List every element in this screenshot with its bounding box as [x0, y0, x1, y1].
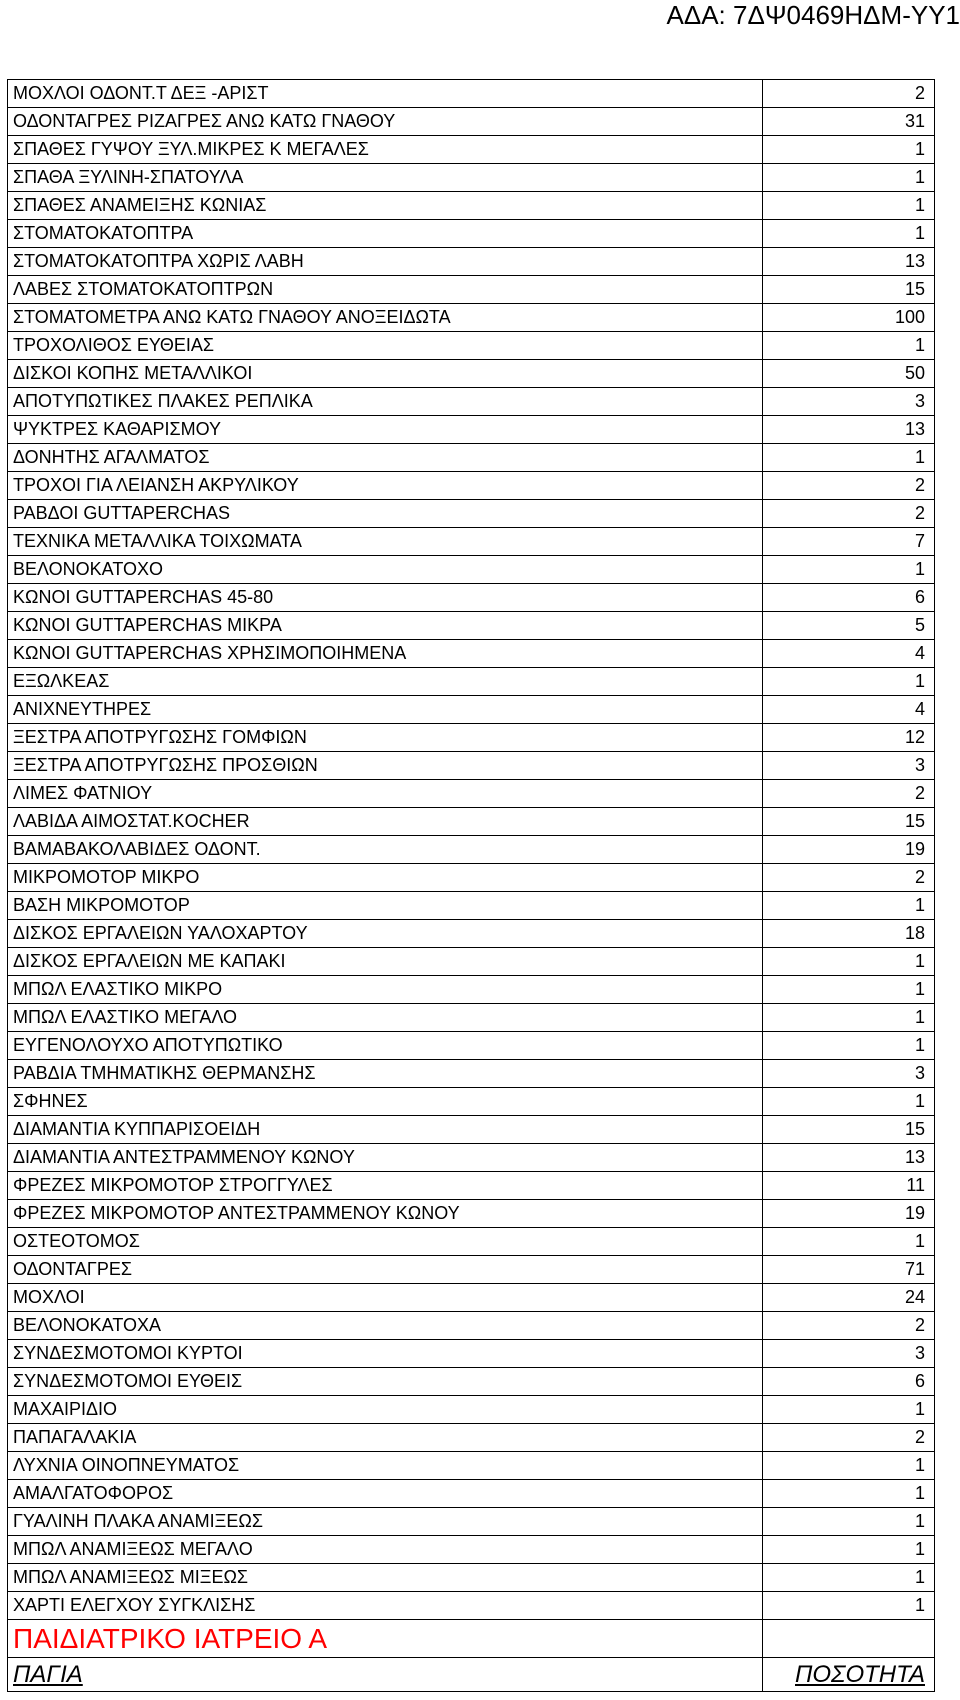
item-name: ΤΡΟΧΟΙ ΓΙΑ ΛΕΙΑΝΣΗ ΑΚΡΥΛΙΚΟΥ: [8, 472, 763, 500]
table-row: [8, 416, 935, 444]
item-quantity: 7: [763, 528, 935, 556]
item-quantity: 2: [763, 80, 935, 108]
table-row: [8, 276, 935, 304]
item-name: ΟΣΤΕΟΤΟΜΟΣ: [8, 1228, 763, 1256]
item-quantity: 1: [763, 1228, 935, 1256]
item-quantity: 11: [763, 1172, 935, 1200]
item-quantity: 2: [763, 864, 935, 892]
table-row: [8, 1564, 935, 1592]
table-row: [8, 1088, 935, 1116]
table-row: [8, 836, 935, 864]
item-quantity: 15: [763, 276, 935, 304]
item-quantity: 1: [763, 192, 935, 220]
item-name: ΔΙΣΚΟΣ ΕΡΓΑΛΕΙΩΝ ΜΕ ΚΑΠΑΚΙ: [8, 948, 763, 976]
table-row: [8, 976, 935, 1004]
item-name: ΚΩΝΟΙ GUTTAPERCHAS 45-80: [8, 584, 763, 612]
table-row: [8, 780, 935, 808]
table-row: [8, 948, 935, 976]
item-quantity: 1: [763, 1508, 935, 1536]
table-row: [8, 220, 935, 248]
item-quantity: 1: [763, 1452, 935, 1480]
table-row: [8, 388, 935, 416]
item-quantity: 1: [763, 892, 935, 920]
section-title-empty-cell: [763, 1620, 935, 1658]
item-quantity: 1: [763, 220, 935, 248]
item-quantity: 50: [763, 360, 935, 388]
item-quantity: 18: [763, 920, 935, 948]
item-name: ΜΟΧΛΟΙ ΟΔΟΝΤ.Τ ΔΕΞ -ΑΡΙΣΤ: [8, 80, 763, 108]
item-name: ΞΕΣΤΡΑ ΑΠΟΤΡΥΓΩΣΗΣ ΠΡΟΣΘΙΩΝ: [8, 752, 763, 780]
item-name: ΟΔΟΝΤΑΓΡΕΣ: [8, 1256, 763, 1284]
item-name: ΜΙΚΡΟΜΟΤΟΡ ΜΙΚΡΟ: [8, 864, 763, 892]
table-row: [8, 1536, 935, 1564]
table-row: [8, 136, 935, 164]
item-quantity: 1: [763, 1396, 935, 1424]
item-name: ΣΠΑΘΕΣ ΑΝΑΜΕΙΞΗΣ ΚΩΝΙΑΣ: [8, 192, 763, 220]
item-quantity: 100: [763, 304, 935, 332]
item-name: ΣΥΝΔΕΣΜΟΤΟΜΟΙ ΚΥΡΤΟΙ: [8, 1340, 763, 1368]
item-name: ΑΜΑΛΓΑΤΟΦΟΡΟΣ: [8, 1480, 763, 1508]
item-quantity: 6: [763, 1368, 935, 1396]
item-quantity: 1: [763, 556, 935, 584]
item-quantity: 3: [763, 752, 935, 780]
item-quantity: 71: [763, 1256, 935, 1284]
item-name: ΕΞΩΛΚΕΑΣ: [8, 668, 763, 696]
item-name: ΜΠΩΛ ΕΛΑΣΤΙΚΟ ΜΙΚΡΟ: [8, 976, 763, 1004]
item-name: ΧΑΡΤΙ ΕΛΕΓΧΟΥ ΣΥΓΚΛΙΣΗΣ: [8, 1592, 763, 1620]
item-name: ΔΙΣΚΟΣ ΕΡΓΑΛΕΙΩΝ ΥΑΛΟΧΑΡΤΟΥ: [8, 920, 763, 948]
table-row: [8, 164, 935, 192]
table-row: [8, 248, 935, 276]
item-name: ΣΤΟΜΑΤΟΚΑΤΟΠΤΡΑ: [8, 220, 763, 248]
table-row: [8, 472, 935, 500]
column-header-row: [8, 1658, 935, 1692]
item-name: ΡΑΒΔΟΙ GUTTAPERCHAS: [8, 500, 763, 528]
table-row: [8, 668, 935, 696]
table-row: [8, 1452, 935, 1480]
table-row: [8, 1144, 935, 1172]
item-name: ΔΙΑΜΑΝΤΙΑ ΑΝΤΕΣΤΡΑΜΜΕΝΟΥ ΚΩΝΟΥ: [8, 1144, 763, 1172]
item-name: ΔΟΝΗΤΗΣ ΑΓΑΛΜΑΤΟΣ: [8, 444, 763, 472]
table-row: [8, 1592, 935, 1620]
item-name: ΨΥΚΤΡΕΣ ΚΑΘΑΡΙΣΜΟΥ: [8, 416, 763, 444]
table-row: [8, 1172, 935, 1200]
item-quantity: 1: [763, 1088, 935, 1116]
item-quantity: 1: [763, 332, 935, 360]
item-quantity: 3: [763, 1060, 935, 1088]
item-name: ΣΠΑΘΑ ΞΥΛΙΝΗ-ΣΠΑΤΟΥΛΑ: [8, 164, 763, 192]
table-row: [8, 108, 935, 136]
ada-code: ΑΔΑ: 7ΔΨ0469ΗΔΜ-ΥΥ1: [666, 0, 960, 30]
item-quantity: 2: [763, 472, 935, 500]
item-quantity: 1: [763, 164, 935, 192]
table-row: [8, 892, 935, 920]
item-name: ΣΥΝΔΕΣΜΟΤΟΜΟΙ ΕΥΘΕΙΣ: [8, 1368, 763, 1396]
item-name: ΦΡΕΖΕΣ ΜΙΚΡΟΜΟΤΟΡ ΣΤΡΟΓΓΥΛΕΣ: [8, 1172, 763, 1200]
item-name: ΟΔΟΝΤΑΓΡΕΣ ΡΙΖΑΓΡΕΣ ΑΝΩ ΚΑΤΩ ΓΝΑΘΟΥ: [8, 108, 763, 136]
table-row: [8, 724, 935, 752]
table-row: [8, 556, 935, 584]
item-name: ΛΑΒΙΔΑ ΑΙΜΟΣΤΑΤ.KOCHER: [8, 808, 763, 836]
item-name: ΜΠΩΛ ΕΛΑΣΤΙΚΟ ΜΕΓΑΛΟ: [8, 1004, 763, 1032]
item-quantity: 1: [763, 1536, 935, 1564]
column-header-items: ΠΑΓΙΑ: [8, 1658, 763, 1692]
item-name: ΜΠΩΛ ΑΝΑΜΙΞΕΩΣ ΜΕΓΑΛΟ: [8, 1536, 763, 1564]
item-name: ΑΝΙΧΝΕΥΤΗΡΕΣ: [8, 696, 763, 724]
item-quantity: 6: [763, 584, 935, 612]
item-quantity: 19: [763, 1200, 935, 1228]
item-quantity: 1: [763, 136, 935, 164]
item-quantity: 4: [763, 640, 935, 668]
item-name: ΒΑΜΑΒΑΚΟΛΑΒΙΔΕΣ ΟΔΟΝΤ.: [8, 836, 763, 864]
item-name: ΣΤΟΜΑΤΟΚΑΤΟΠΤΡΑ ΧΩΡΙΣ ΛΑΒΗ: [8, 248, 763, 276]
item-name: ΜΑΧΑΙΡΙΔΙΟ: [8, 1396, 763, 1424]
item-quantity: 2: [763, 500, 935, 528]
table-row: [8, 500, 935, 528]
item-quantity: 13: [763, 248, 935, 276]
item-quantity: 1: [763, 1564, 935, 1592]
item-quantity: 19: [763, 836, 935, 864]
table-row: [8, 528, 935, 556]
item-name: ΒΕΛΟΝΟΚΑΤΟΧΟ: [8, 556, 763, 584]
table-row: [8, 808, 935, 836]
table-row: [8, 1200, 935, 1228]
item-name: ΑΠΟΤΥΠΩΤΙΚΕΣ ΠΛΑΚΕΣ ΡΕΠΛΙΚΑ: [8, 388, 763, 416]
item-quantity: 24: [763, 1284, 935, 1312]
item-quantity: 5: [763, 612, 935, 640]
item-quantity: 4: [763, 696, 935, 724]
item-quantity: 1: [763, 668, 935, 696]
item-name: ΤΡΟΧΟΛΙΘΟΣ ΕΥΘΕΙΑΣ: [8, 332, 763, 360]
item-name: ΔΙΑΜΑΝΤΙΑ ΚΥΠΠΑΡΙΣΟΕΙΔΗ: [8, 1116, 763, 1144]
inventory-table-body: [8, 80, 935, 1620]
item-quantity: 13: [763, 416, 935, 444]
table-row: [8, 1256, 935, 1284]
column-header-quantity: ΠΟΣΟΤΗΤΑ: [763, 1658, 935, 1692]
item-name: ΠΑΠΑΓΑΛΑΚΙΑ: [8, 1424, 763, 1452]
item-quantity: 3: [763, 388, 935, 416]
item-quantity: 1: [763, 1592, 935, 1620]
table-row: [8, 332, 935, 360]
item-name: ΔΙΣΚΟΙ ΚΟΠΗΣ ΜΕΤΑΛΛΙΚΟΙ: [8, 360, 763, 388]
item-quantity: 2: [763, 1424, 935, 1452]
item-name: ΛΑΒΕΣ ΣΤΟΜΑΤΟΚΑΤΟΠΤΡΩΝ: [8, 276, 763, 304]
section-title: ΠΑΙΔΙΑΤΡΙΚΟ ΙΑΤΡΕΙΟ Α: [8, 1620, 763, 1658]
table-row: [8, 696, 935, 724]
item-name: ΜΟΧΛΟΙ: [8, 1284, 763, 1312]
item-quantity: 1: [763, 1480, 935, 1508]
item-quantity: 3: [763, 1340, 935, 1368]
item-quantity: 15: [763, 1116, 935, 1144]
table-row: [8, 1228, 935, 1256]
item-name: ΚΩΝΟΙ GUTTAPERCHAS ΜΙΚΡΑ: [8, 612, 763, 640]
table-row: [8, 1284, 935, 1312]
table-row: [8, 1032, 935, 1060]
item-name: ΛΙΜΕΣ ΦΑΤΝΙΟΥ: [8, 780, 763, 808]
table-row: [8, 360, 935, 388]
item-quantity: 1: [763, 1004, 935, 1032]
table-row: [8, 304, 935, 332]
table-row: [8, 1060, 935, 1088]
table-row: [8, 80, 935, 108]
table-row: [8, 1004, 935, 1032]
item-name: ΜΠΩΛ ΑΝΑΜΙΞΕΩΣ ΜΙΞΕΩΣ: [8, 1564, 763, 1592]
item-quantity: 15: [763, 808, 935, 836]
item-quantity: 1: [763, 444, 935, 472]
item-name: ΓΥΑΛΙΝΗ ΠΛΑΚΑ ΑΝΑΜΙΞΕΩΣ: [8, 1508, 763, 1536]
table-row: [8, 192, 935, 220]
table-row: [8, 640, 935, 668]
item-name: ΤΕΧΝΙΚΑ ΜΕΤΑΛΛΙΚΑ ΤΟΙΧΩΜΑΤΑ: [8, 528, 763, 556]
item-name: ΞΕΣΤΡΑ ΑΠΟΤΡΥΓΩΣΗΣ ΓΟΜΦΙΩΝ: [8, 724, 763, 752]
table-row: [8, 920, 935, 948]
item-quantity: 1: [763, 976, 935, 1004]
table-row: [8, 1424, 935, 1452]
table-row: [8, 584, 935, 612]
item-name: ΣΤΟΜΑΤΟΜΕΤΡΑ ΑΝΩ ΚΑΤΩ ΓΝΑΘΟΥ ΑΝΟΞΕΙΔΩΤΑ: [8, 304, 763, 332]
item-quantity: 31: [763, 108, 935, 136]
item-name: ΕΥΓΕΝΟΛΟΥΧΟ ΑΠΟΤΥΠΩΤΙΚΟ: [8, 1032, 763, 1060]
section-title-row: [8, 1620, 935, 1658]
table-row: [8, 752, 935, 780]
inventory-table: [7, 79, 935, 1692]
section-block: [8, 1620, 935, 1692]
table-row: [8, 1340, 935, 1368]
table-row: [8, 1508, 935, 1536]
table-row: [8, 1368, 935, 1396]
item-name: ΣΦΗΝΕΣ: [8, 1088, 763, 1116]
item-quantity: 2: [763, 1312, 935, 1340]
item-name: ΡΑΒΔΙΑ ΤΜΗΜΑΤΙΚΗΣ ΘΕΡΜΑΝΣΗΣ: [8, 1060, 763, 1088]
item-name: ΛΥΧΝΙΑ ΟΙΝΟΠΝΕΥΜΑΤΟΣ: [8, 1452, 763, 1480]
item-quantity: 13: [763, 1144, 935, 1172]
item-quantity: 1: [763, 948, 935, 976]
item-name: ΒΕΛΟΝΟΚΑΤΟΧΑ: [8, 1312, 763, 1340]
table-row: [8, 1116, 935, 1144]
table-row: [8, 1396, 935, 1424]
item-name: ΦΡΕΖΕΣ ΜΙΚΡΟΜΟΤΟΡ ΑΝΤΕΣΤΡΑΜΜΕΝΟΥ ΚΩΝΟΥ: [8, 1200, 763, 1228]
table-row: [8, 612, 935, 640]
table-row: [8, 1480, 935, 1508]
table-row: [8, 1312, 935, 1340]
item-name: ΒΑΣΗ ΜΙΚΡΟΜΟΤΟΡ: [8, 892, 763, 920]
item-name: ΣΠΑΘΕΣ ΓΥΨΟΥ ΞΥΛ.ΜΙΚΡΕΣ Κ ΜΕΓΑΛΕΣ: [8, 136, 763, 164]
item-quantity: 2: [763, 780, 935, 808]
item-quantity: 1: [763, 1032, 935, 1060]
table-row: [8, 444, 935, 472]
item-quantity: 12: [763, 724, 935, 752]
item-name: ΚΩΝΟΙ GUTTAPERCHAS ΧΡΗΣΙΜΟΠΟΙΗΜΕΝΑ: [8, 640, 763, 668]
table-row: [8, 864, 935, 892]
